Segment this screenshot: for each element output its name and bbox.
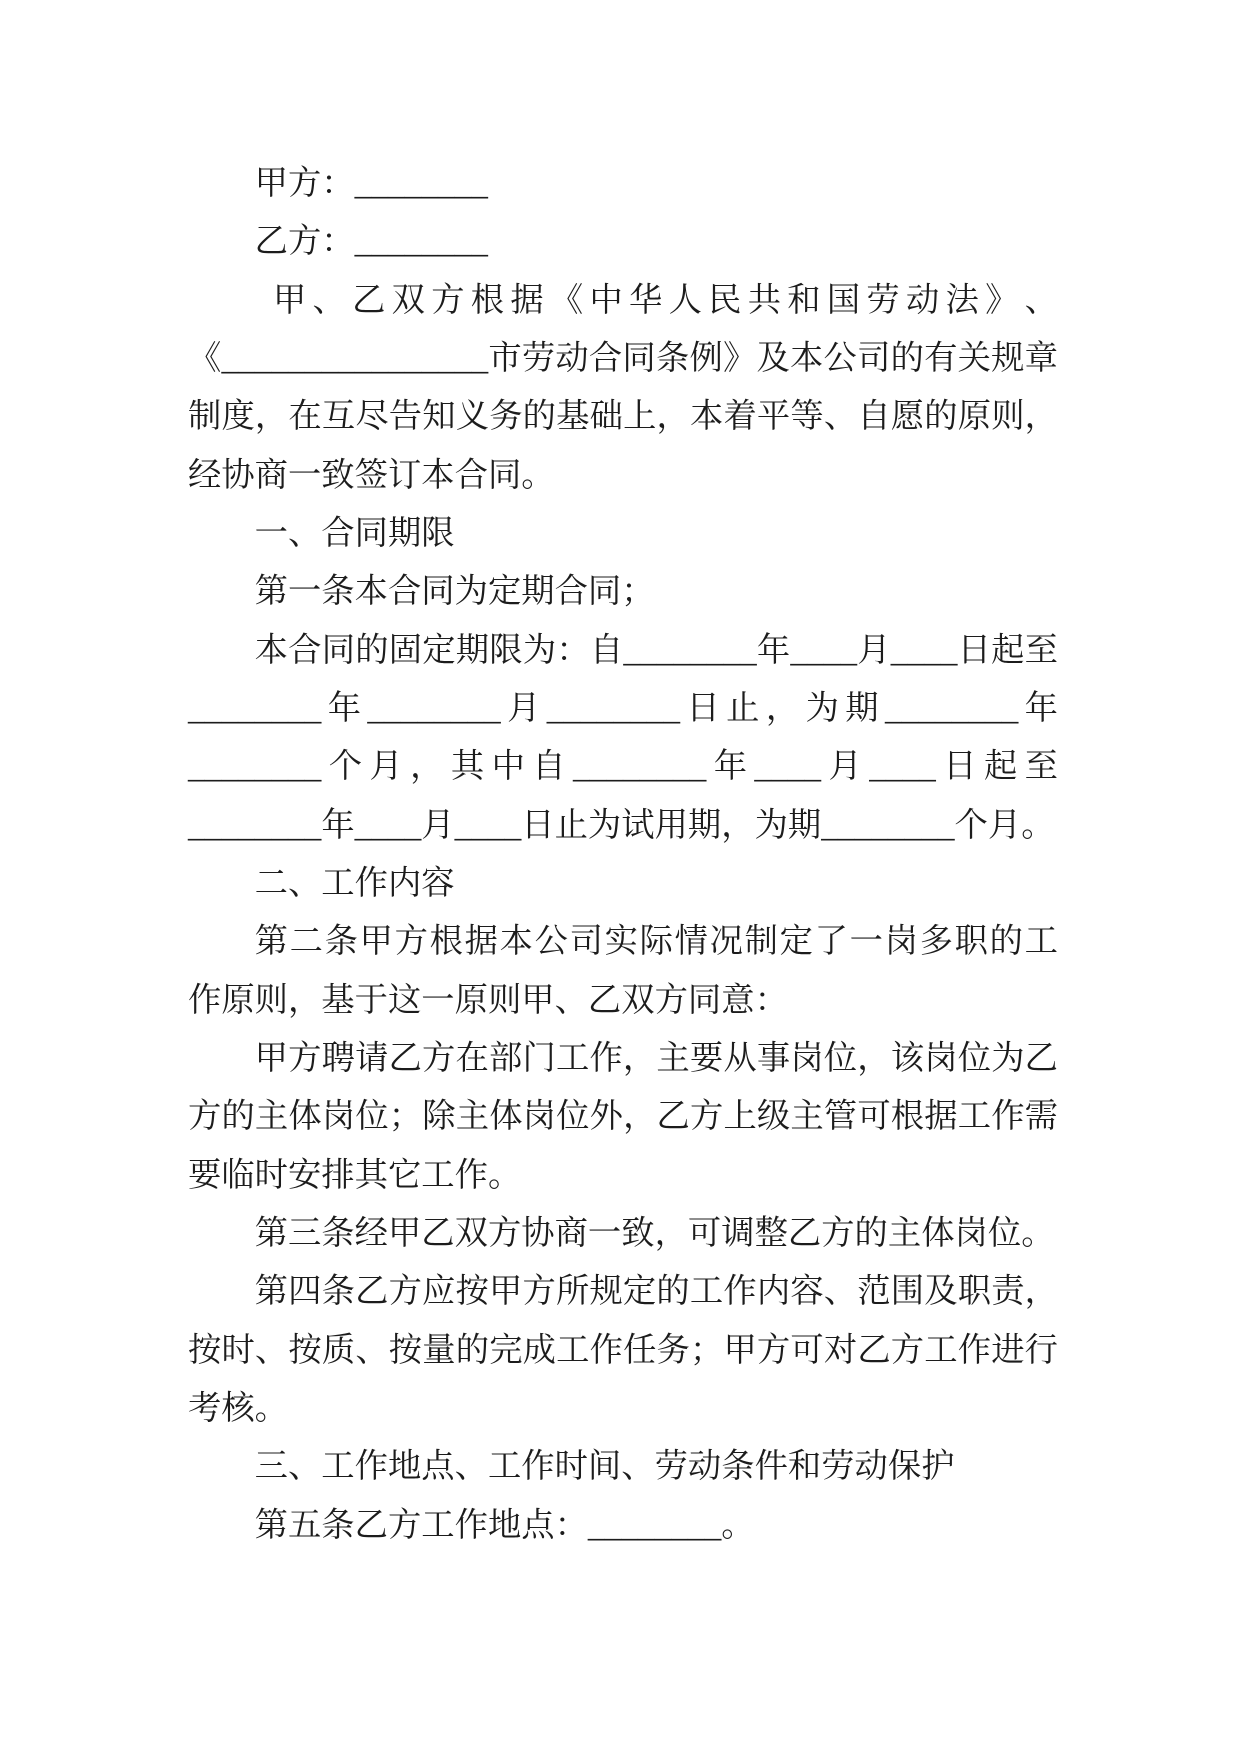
section-heading-line: 二、工作内容 [254, 864, 455, 902]
contract-term-paragraph [188, 622, 1058, 855]
article-5-line: 第五条乙方工作地点：________。 [254, 1506, 755, 1544]
section-heading-line: 一、合同期限 [254, 514, 455, 552]
article-4-paragraph [188, 1263, 1058, 1438]
article-5-paragraph [188, 1497, 1058, 1555]
term-line: 本合同的固定期限为：自________年____月____日起至 [254, 631, 1058, 669]
preamble-line: 甲、乙双方根据《中华人民共和国劳动法》、 [272, 281, 1058, 319]
section-heading-line: 三、工作地点、工作时间、劳动条件和劳动保护 [254, 1448, 955, 1486]
preamble-paragraph [188, 272, 1058, 505]
term-line: ________年________月________日止，为期________年 [188, 689, 1058, 727]
preamble-line: 制度，在互尽告知义务的基础上，本着平等、自愿的原则， [188, 398, 1058, 436]
article-3-paragraph [188, 1205, 1058, 1263]
position-line: 方的主体岗位；除主体岗位外，乙方上级主管可根据工作需 [188, 1098, 1058, 1136]
preamble-line: 《________________市劳动合同条例》及本公司的有关规章 [188, 339, 1058, 377]
position-line: 甲方聘请乙方在部门工作，主要从事岗位，该岗位为乙 [254, 1039, 1058, 1077]
section-1-heading [188, 505, 1058, 563]
article-2-paragraph [188, 913, 1058, 1030]
term-line: ________年____月____日止为试用期，为期________个月。 [188, 806, 1055, 844]
article-3-line: 第三条经甲乙双方协商一致，可调整乙方的主体岗位。 [254, 1214, 1055, 1252]
article-2-line: 第二条甲方根据本公司实际情况制定了一岗多职的工 [254, 923, 1058, 961]
party-b-paragraph [188, 213, 1058, 271]
party-b-line: 乙方：________ [254, 223, 488, 261]
term-line: ________个月，其中自________年____月____日起至 [188, 748, 1058, 786]
article-1-line: 第一条本合同为定期合同； [254, 573, 655, 611]
article-4-line: 考核。 [188, 1389, 288, 1427]
position-line: 要临时安排其它工作。 [188, 1156, 522, 1194]
article-1-paragraph [188, 563, 1058, 621]
article-4-line: 按时、按质、按量的完成工作任务；甲方可对乙方工作进行 [188, 1331, 1058, 1369]
article-4-line: 第四条乙方应按甲方所规定的工作内容、范围及职责， [254, 1273, 1058, 1311]
section-3-heading [188, 1438, 1058, 1496]
section-2-heading [188, 855, 1058, 913]
article-2-line: 作原则，基于这一原则甲、乙双方同意： [188, 981, 788, 1019]
contract-text [188, 155, 1058, 1555]
position-paragraph [188, 1030, 1058, 1205]
preamble-line: 经协商一致签订本合同。 [188, 456, 555, 494]
party-a-line: 甲方：________ [254, 165, 488, 202]
party-a-paragraph [188, 155, 1058, 213]
